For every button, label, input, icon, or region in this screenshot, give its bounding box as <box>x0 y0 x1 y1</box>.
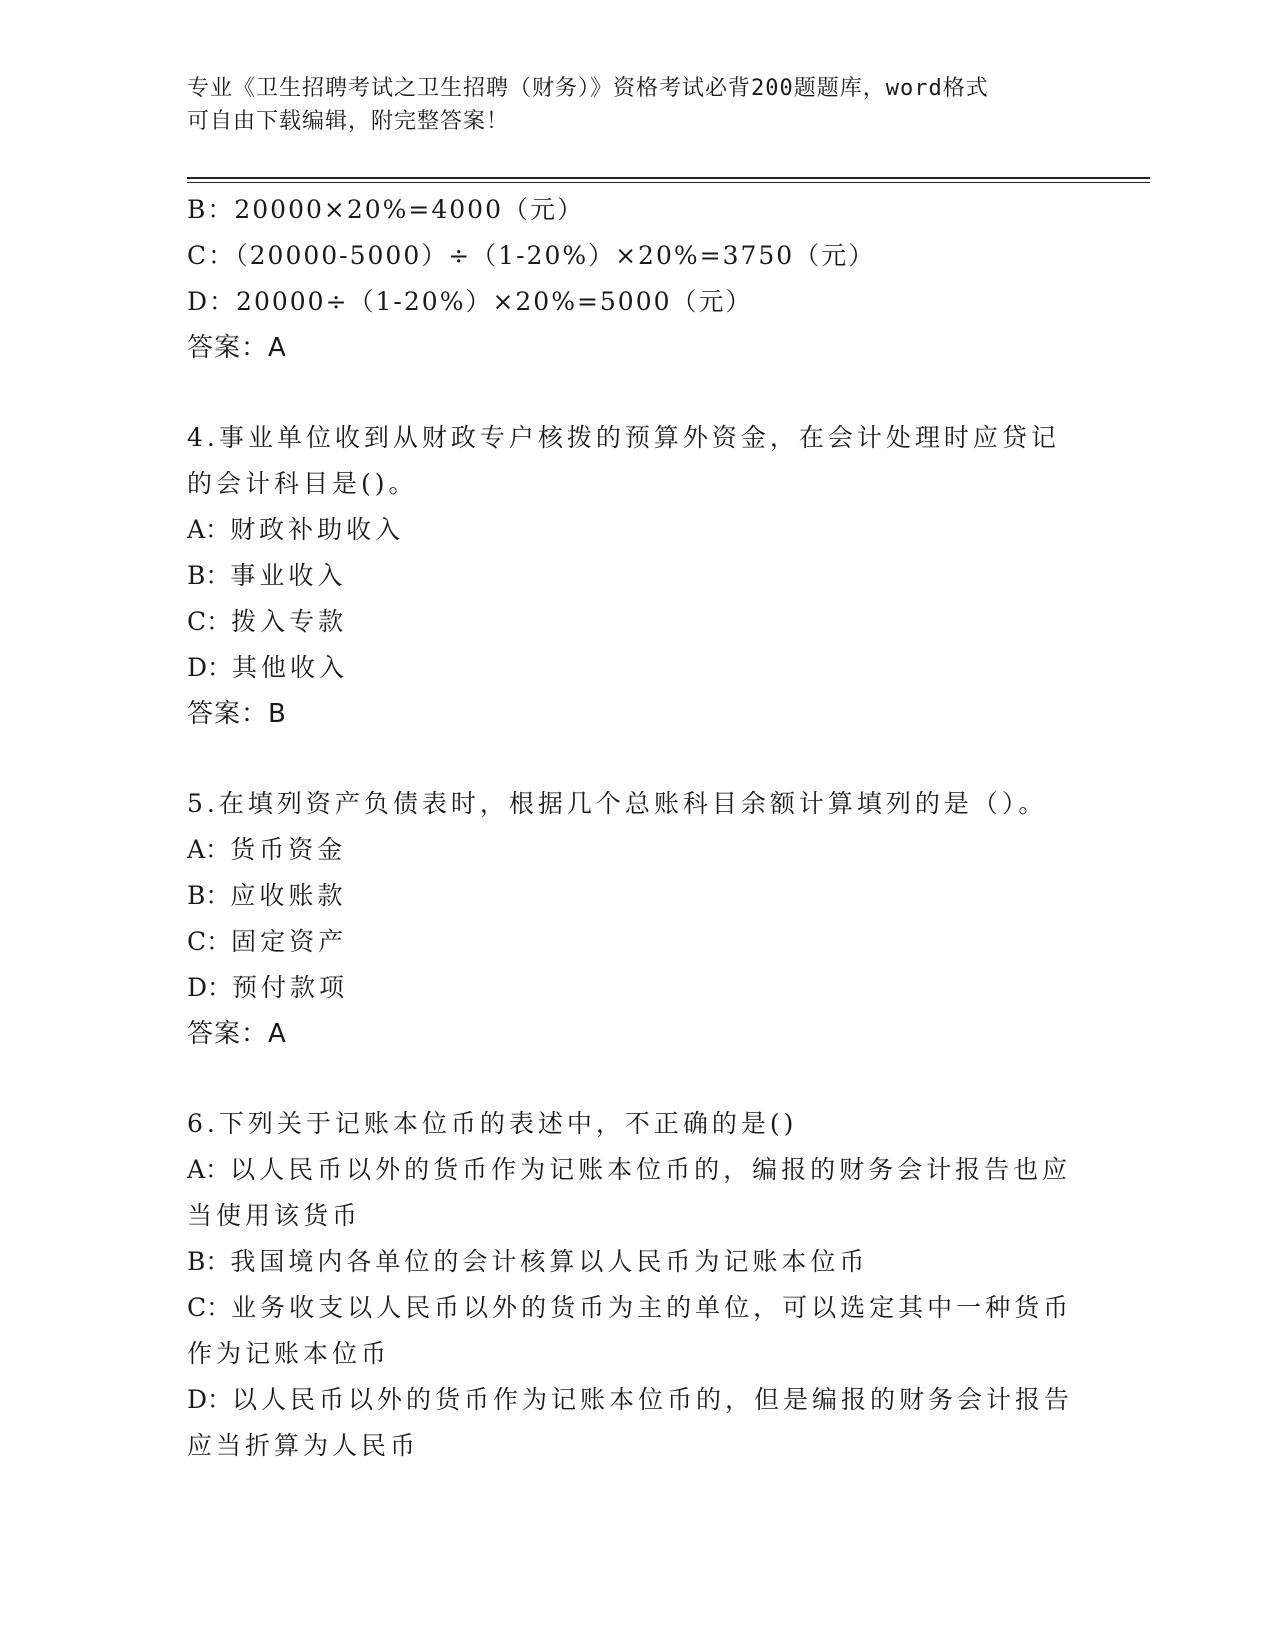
option-b: B：事业收入 <box>187 561 347 590</box>
question-text: 5.在填列资产负债表时，根据几个总账科目余额计算填列的是（）。 <box>187 789 1048 818</box>
option-c: C：（20000-5000）÷（1-20%）×20%=3750（元） <box>187 241 876 270</box>
option-c: C：固定资产 <box>187 927 348 956</box>
question-4 <box>187 415 1087 737</box>
option-b: B：应收账款 <box>187 881 347 910</box>
answer: 答案：A <box>187 333 287 363</box>
header-title-line2: 可自由下载编辑，附完整答案！ <box>187 109 510 134</box>
document-body <box>187 187 1087 1469</box>
question-text: 4.事业单位收到从财政专户核拨的预算外资金，在会计处理时应贷记的会计科目是()。 <box>187 423 1060 498</box>
question-5 <box>187 781 1087 1057</box>
document-header <box>187 72 1087 138</box>
question-3-tail <box>187 187 1087 371</box>
option-a: A：货币资金 <box>187 835 347 864</box>
option-d: D：20000÷（1-20%）×20%=5000（元） <box>187 287 753 316</box>
option-a: A：以人民币以外的货币作为记账本位币的，编报的财务会计报告也应当使用该货币 <box>187 1155 1072 1230</box>
option-c: C：业务收支以人民币以外的货币为主的单位，可以选定其中一种货币作为记账本位币 <box>187 1293 1073 1368</box>
option-d: D：其他收入 <box>187 653 349 682</box>
option-b: B：我国境内各单位的会计核算以人民币为记账本位币 <box>187 1247 869 1276</box>
option-d: D：以人民币以外的货币作为记账本位币的，但是编报的财务会计报告应当折算为人民币 <box>187 1385 1074 1460</box>
option-a: A：财政补助收入 <box>187 515 405 544</box>
header-divider <box>187 177 1150 183</box>
question-6 <box>187 1101 1087 1469</box>
option-c: C：拨入专款 <box>187 607 348 636</box>
answer: 答案：B <box>187 699 287 729</box>
header-title-line1: 专业《卫生招聘考试之卫生招聘（财务）》资格考试必背200题题库，word格式 <box>187 76 989 101</box>
answer: 答案：A <box>187 1019 287 1049</box>
option-d: D：预付款项 <box>187 973 349 1002</box>
question-text: 6.下列关于记账本位币的表述中，不正确的是() <box>187 1109 798 1138</box>
option-b: B：20000×20%=4000（元） <box>187 195 584 224</box>
